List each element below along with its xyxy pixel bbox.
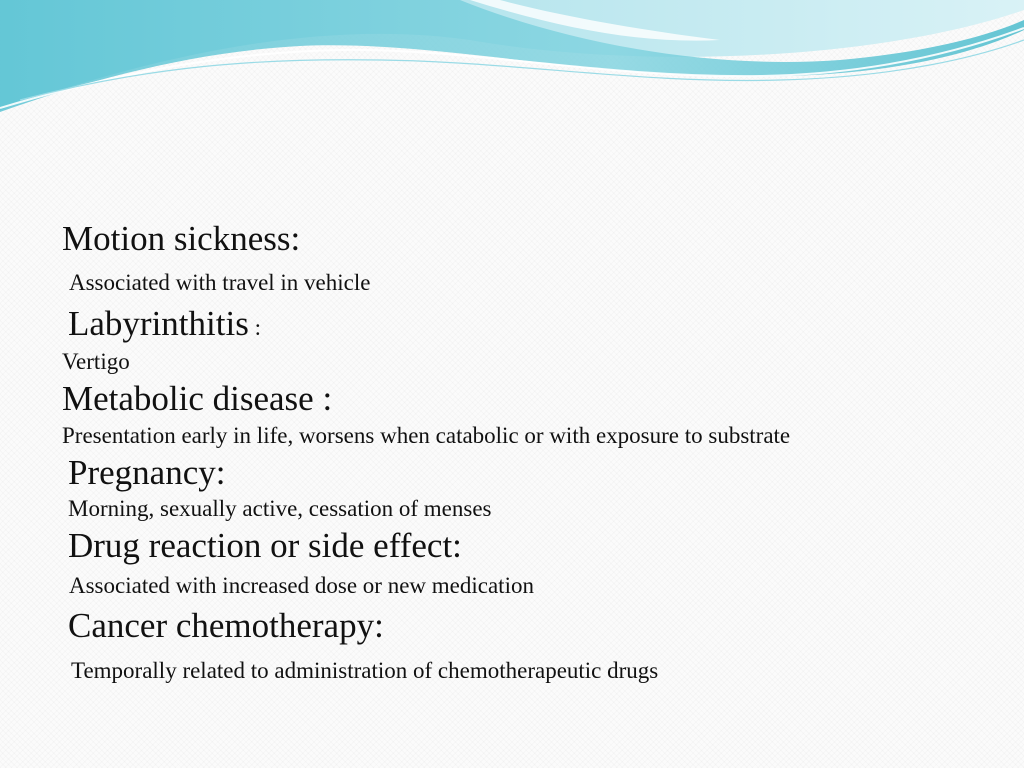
detail-pregnancy: Morning, sexually active, cessation of menses	[68, 496, 492, 521]
detail-drug-reaction: Associated with increased dose or new medication	[69, 573, 534, 598]
detail-cancer-chemotherapy: Temporally related to administration of chemotherapeutic drugs	[71, 658, 659, 683]
heading-labyrinthitis: Labyrinthitis	[68, 304, 249, 343]
heading-drug-reaction: Drug reaction or side effect:	[68, 526, 462, 565]
heading-cancer-chemotherapy: Cancer chemotherapy:	[68, 606, 384, 645]
heading-labyrinthitis-row	[68, 306, 261, 341]
heading-motion-sickness: Motion sickness:	[62, 219, 301, 258]
detail-motion-sickness: Associated with travel in vehicle	[69, 270, 371, 295]
detail-metabolic-disease: Presentation early in life, worsens when catabolic or with exposure to substrate	[62, 423, 791, 448]
heading-labyrinthitis-colon: :	[248, 315, 261, 340]
detail-labyrinthitis: Vertigo	[62, 349, 130, 374]
heading-metabolic-disease: Metabolic disease :	[62, 379, 333, 418]
heading-pregnancy: Pregnancy:	[68, 453, 226, 492]
